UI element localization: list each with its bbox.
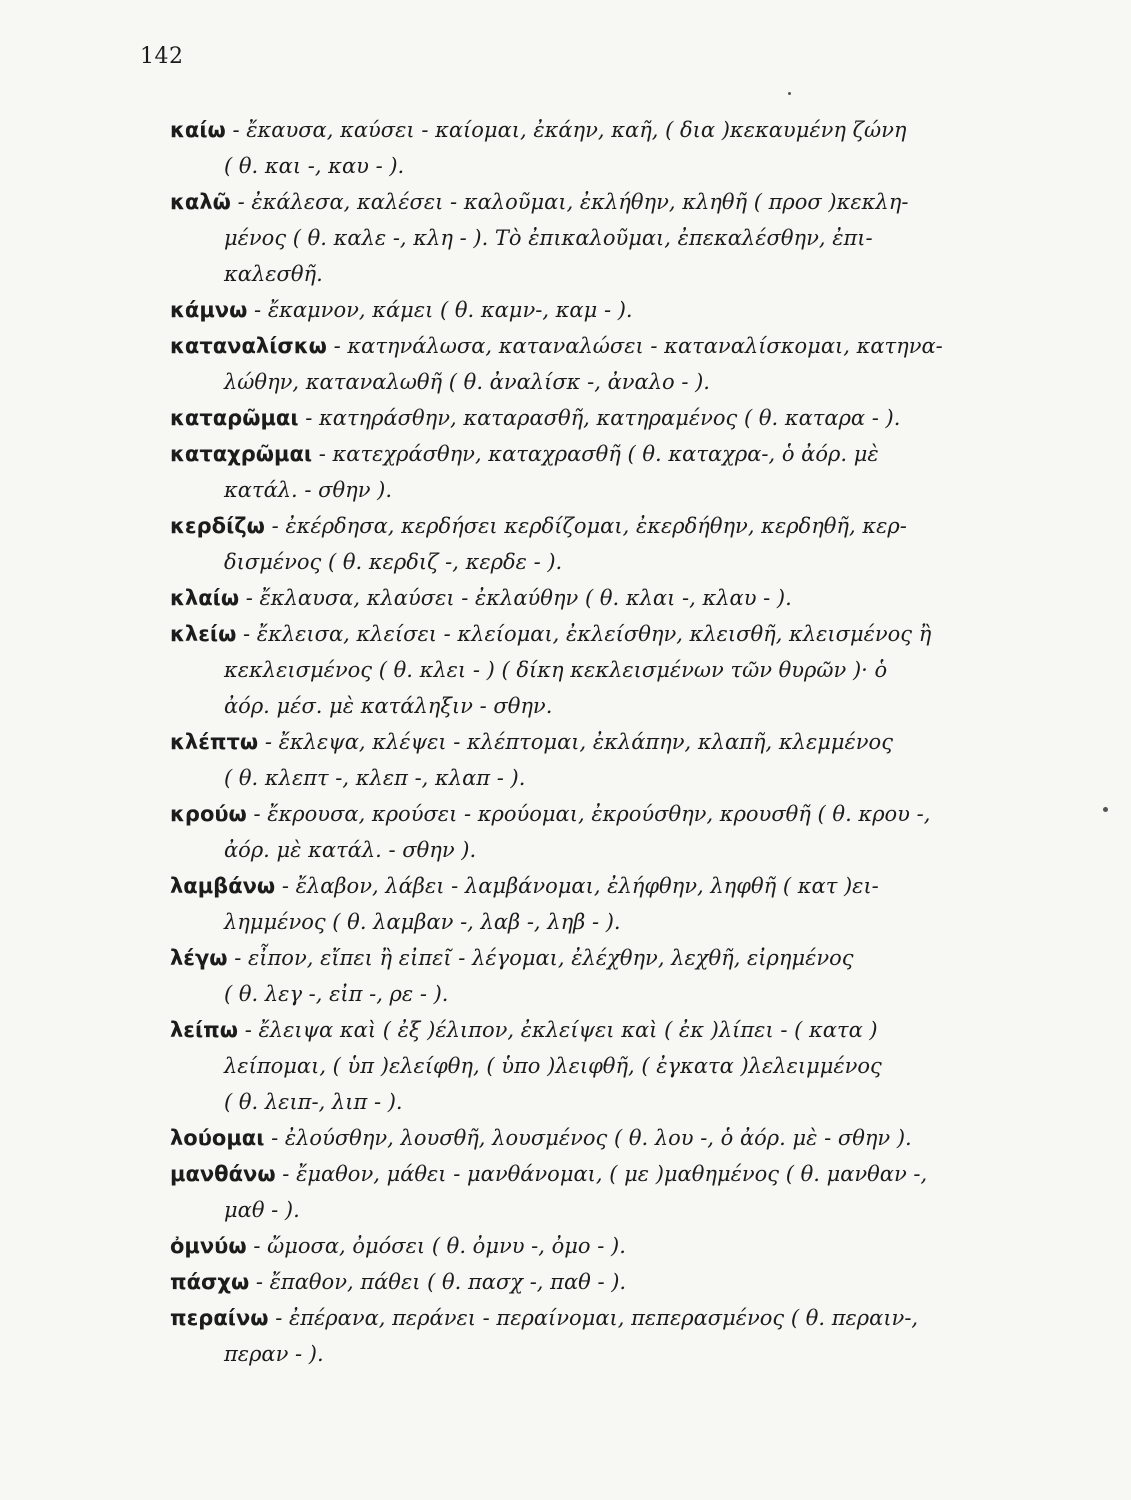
verb-entry bbox=[172, 1228, 1034, 1264]
entry-first-line bbox=[170, 1228, 1034, 1264]
verb-entry bbox=[172, 1156, 1034, 1228]
verb-entry bbox=[172, 292, 1034, 328]
entry-text: ( θ. λειπ-, λιπ - ). bbox=[224, 1090, 403, 1114]
entry-text: - κατηράσθην, καταρασθῆ, κατηραμένος ( θ. καταρα - ). bbox=[305, 406, 901, 430]
verb-entry bbox=[172, 724, 1034, 796]
entry-text: μένος ( θ. καλε -, κλη - ). Τὸ ἐπικαλοῦμαι, ἐπεκαλέσθην, ἐπι- bbox=[224, 226, 873, 250]
entry-text: - ἔκλαυσα, κλαύσει - ἐκλαύθην ( θ. κλαι -, κλαυ - ). bbox=[245, 586, 792, 610]
ink-speck bbox=[1103, 807, 1108, 812]
entry-text: - ἔμαθον, μάθει - μανθάνομαι, ( με )μαθημένος ( θ. μανθαν -, bbox=[282, 1162, 928, 1186]
entry-text: - ὤμοσα, ὀμόσει ( θ. ὀμνυ -, ὀμο - ). bbox=[253, 1234, 626, 1258]
headword: καταχρῶμαι bbox=[170, 442, 313, 466]
entry-continuation-line bbox=[172, 256, 1034, 292]
verb-entry bbox=[172, 1264, 1034, 1300]
entry-first-line bbox=[170, 292, 1034, 328]
entry-continuation-line bbox=[172, 904, 1034, 940]
entry-text: μαθ - ). bbox=[224, 1198, 300, 1222]
entry-text: περαν - ). bbox=[224, 1342, 324, 1366]
ink-speck bbox=[788, 92, 791, 95]
verb-entry bbox=[172, 184, 1034, 292]
entry-text: λημμένος ( θ. λαμβαν -, λαβ -, ληβ - ). bbox=[224, 910, 621, 934]
entry-continuation-line bbox=[172, 472, 1034, 508]
verb-entry bbox=[172, 1120, 1034, 1156]
headword: κάμνω bbox=[170, 298, 248, 322]
entry-text: - ἐκάλεσα, καλέσει - καλοῦμαι, ἐκλήθην, κληθῆ ( προσ )κεκλη- bbox=[237, 190, 909, 214]
headword: πάσχω bbox=[170, 1270, 250, 1294]
entry-continuation-line bbox=[172, 1336, 1034, 1372]
headword: κλέπτω bbox=[170, 730, 259, 754]
entry-text: ἀόρ. μὲ κατάλ. - σθην ). bbox=[224, 838, 477, 862]
entry-first-line bbox=[170, 1120, 1034, 1156]
entry-first-line bbox=[170, 1264, 1034, 1300]
entry-text: ( θ. και -, καυ - ). bbox=[224, 154, 405, 178]
entry-text: - ἔκλεψα, κλέψει - κλέπτομαι, ἐκλάπην, κλαπῆ, κλεμμένος bbox=[264, 730, 893, 754]
headword: μανθάνω bbox=[170, 1162, 276, 1186]
entry-first-line bbox=[170, 796, 1034, 832]
entry-text: - ἔκλεισα, κλείσει - κλείομαι, ἐκλείσθην, κλεισθῆ, κλεισμένος ἢ bbox=[243, 622, 932, 646]
entry-continuation-line bbox=[172, 976, 1034, 1012]
verb-entry bbox=[172, 400, 1034, 436]
entry-text: - εἶπον, εἴπει ἢ εἰπεῖ - λέγομαι, ἐλέχθην, λεχθῆ, εἰρημένος bbox=[234, 946, 854, 970]
headword: κρούω bbox=[170, 802, 247, 826]
entry-text: - ἐπέρανα, περάνει - περαίνομαι, πεπερασμένος ( θ. περαιν-, bbox=[275, 1306, 919, 1330]
headword: κλείω bbox=[170, 622, 237, 646]
headword: λείπω bbox=[170, 1018, 239, 1042]
verb-entry bbox=[172, 868, 1034, 940]
entry-text: - ἐλούσθην, λουσθῆ, λουσμένος ( θ. λου -, ὁ ἀόρ. μὲ - σθην ). bbox=[271, 1126, 912, 1150]
entry-text: λείπομαι, ( ὑπ )ελείφθη, ( ὑπο )λειφθῆ, ( ἐγκατα )λελειμμένος bbox=[224, 1054, 882, 1078]
entry-text: - ἔλειψα καὶ ( ἐξ )έλιπον, ἐκλείψει καὶ ( ἐκ )λίπει - ( κατα ) bbox=[244, 1018, 878, 1042]
entry-text: - ἔλαβον, λάβει - λαμβάνομαι, ἐλήφθην, ληφθῆ ( κατ )ει- bbox=[281, 874, 879, 898]
entry-text: κεκλεισμένος ( θ. κλει - ) ( δίκη κεκλεισμένων τῶν θυρῶν )· ὁ bbox=[224, 658, 888, 682]
entry-text: δισμένος ( θ. κερδιζ -, κερδε - ). bbox=[224, 550, 563, 574]
entry-continuation-line bbox=[172, 688, 1034, 724]
verb-entry bbox=[172, 328, 1034, 400]
entry-continuation-line bbox=[172, 832, 1034, 868]
entry-text: - κατεχράσθην, καταχρασθῆ ( θ. καταχρα-, ὁ ἀόρ. μὲ bbox=[318, 442, 879, 466]
entry-first-line bbox=[170, 400, 1034, 436]
entry-text: - ἔκρουσα, κρούσει - κρούομαι, ἐκρούσθην, κρουσθῆ ( θ. κρου -, bbox=[253, 802, 931, 826]
verb-entry bbox=[172, 1300, 1034, 1372]
verb-entry bbox=[172, 112, 1034, 184]
entry-text: ( θ. λεγ -, εἰπ -, ρε - ). bbox=[224, 982, 449, 1006]
entry-first-line bbox=[170, 436, 1034, 472]
entry-continuation-line bbox=[172, 1048, 1034, 1084]
entry-continuation-line bbox=[172, 364, 1034, 400]
verb-entry bbox=[172, 508, 1034, 580]
entry-first-line bbox=[170, 940, 1034, 976]
entry-first-line bbox=[170, 724, 1034, 760]
headword: λαμβάνω bbox=[170, 874, 276, 898]
headword: λούομαι bbox=[170, 1126, 265, 1150]
entry-text: - ἔκαυσα, καύσει - καίομαι, ἐκάην, καῆ, ( δια )κεκαυμένη ζώνη bbox=[232, 118, 907, 142]
entry-continuation-line bbox=[172, 1192, 1034, 1228]
page-number: 142 bbox=[140, 44, 184, 69]
verb-entry bbox=[172, 580, 1034, 616]
entry-first-line bbox=[170, 1156, 1034, 1192]
verb-list bbox=[172, 112, 1034, 1372]
headword: καίω bbox=[170, 118, 226, 142]
entry-text: ( θ. κλεπτ -, κλεπ -, κλαπ - ). bbox=[224, 766, 526, 790]
verb-entry bbox=[172, 1012, 1034, 1120]
entry-text: - ἔπαθον, πάθει ( θ. πασχ -, παθ - ). bbox=[255, 1270, 627, 1294]
entry-first-line bbox=[170, 1012, 1034, 1048]
entry-text: κατάλ. - σθην ). bbox=[224, 478, 393, 502]
verb-entry bbox=[172, 616, 1034, 724]
entry-first-line bbox=[170, 580, 1034, 616]
entry-continuation-line bbox=[172, 1084, 1034, 1120]
entry-continuation-line bbox=[172, 652, 1034, 688]
entry-text: - ἔκαμνον, κάμει ( θ. καμν-, καμ - ). bbox=[254, 298, 633, 322]
entry-text: ἀόρ. μέσ. μὲ κατάληξιν - σθην. bbox=[224, 694, 553, 718]
entry-continuation-line bbox=[172, 220, 1034, 256]
entry-continuation-line bbox=[172, 148, 1034, 184]
headword: καταρῶμαι bbox=[170, 406, 299, 430]
headword: περαίνω bbox=[170, 1306, 269, 1330]
entry-text: - ἐκέρδησα, κερδήσει κερδίζομαι, ἐκερδήθην, κερδηθῆ, κερ- bbox=[271, 514, 907, 538]
entry-first-line bbox=[170, 184, 1034, 220]
entry-text: λώθην, καταναλωθῆ ( θ. ἀναλίσκ -, ἀναλο - ). bbox=[224, 370, 710, 394]
verb-entry bbox=[172, 796, 1034, 868]
entry-first-line bbox=[170, 508, 1034, 544]
entry-text: - κατηνάλωσα, καταναλώσει - καταναλίσκομαι, κατηνα- bbox=[333, 334, 943, 358]
verb-entry bbox=[172, 436, 1034, 508]
entry-continuation-line bbox=[172, 760, 1034, 796]
entry-first-line bbox=[170, 1300, 1034, 1336]
entry-text: καλεσθῆ. bbox=[224, 262, 323, 286]
headword: κερδίζω bbox=[170, 514, 265, 538]
headword: κλαίω bbox=[170, 586, 240, 610]
entry-first-line bbox=[170, 616, 1034, 652]
entry-continuation-line bbox=[172, 544, 1034, 580]
entry-first-line bbox=[170, 112, 1034, 148]
headword: ὀμνύω bbox=[170, 1234, 247, 1258]
verb-entry bbox=[172, 940, 1034, 1012]
headword: καλῶ bbox=[170, 190, 231, 214]
headword: λέγω bbox=[170, 946, 228, 970]
entry-first-line bbox=[170, 868, 1034, 904]
headword: καταναλίσκω bbox=[170, 334, 327, 358]
entry-first-line bbox=[170, 328, 1034, 364]
